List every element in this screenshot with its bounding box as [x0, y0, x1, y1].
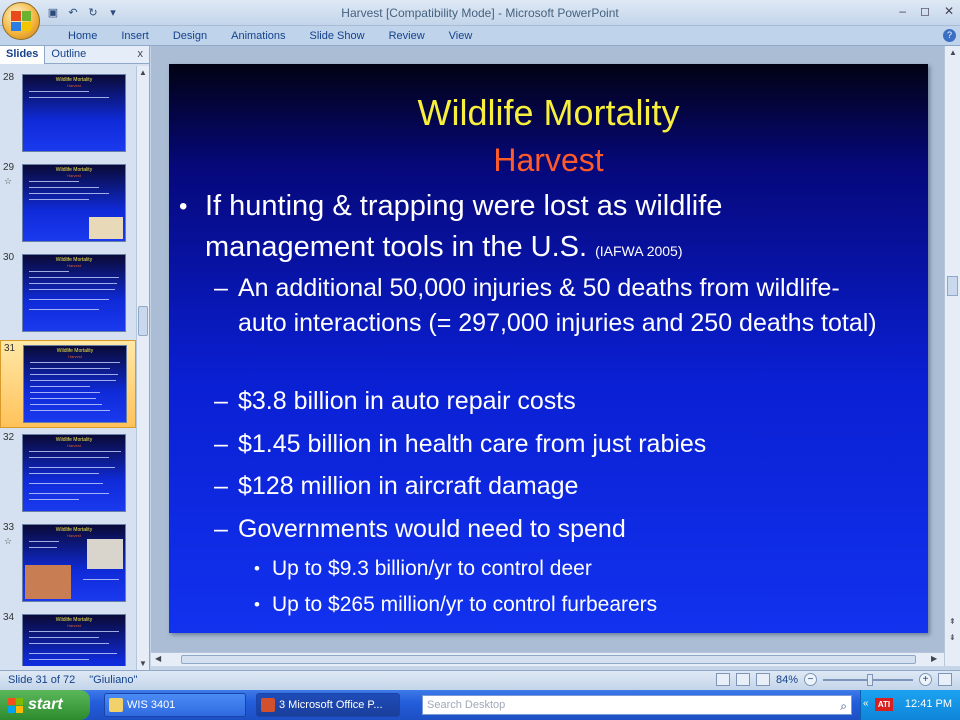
thumbnail-title: Wildlife Mortality	[55, 77, 93, 83]
slide-title[interactable]: Wildlife Mortality	[417, 92, 680, 133]
system-tray	[860, 690, 960, 720]
search-icon[interactable]: ⌕	[840, 699, 847, 713]
zoom-in-icon[interactable]: +	[919, 673, 932, 686]
tab-design[interactable]: Design	[172, 30, 208, 42]
bullet-icon: •	[179, 193, 188, 220]
thumbnail-title: Wildlife Mortality	[55, 167, 93, 173]
slide-thumbnail-list	[0, 66, 136, 666]
slide-counter: Slide 31 of 72	[8, 674, 76, 686]
dash-icon: –	[214, 387, 228, 415]
slide-show-view-button[interactable]	[756, 673, 770, 686]
undo-icon[interactable]: ↶	[68, 6, 78, 19]
window-controls	[899, 4, 954, 18]
dash-icon: –	[214, 430, 228, 458]
thumbnail-image	[22, 614, 126, 666]
taskbar-item-powerpoint[interactable]	[256, 693, 400, 717]
sub-bullet-text: $1.45 billion in health care from just rabies	[238, 430, 707, 458]
editor-scroll-thumb[interactable]	[947, 276, 958, 296]
normal-view-button[interactable]	[716, 673, 730, 686]
thumbnail-number: 33	[3, 522, 15, 533]
tray-expand-icon[interactable]: «	[863, 698, 869, 709]
sub-bullet[interactable]	[214, 469, 888, 504]
thumbnail-subtitle: Harvest	[67, 263, 81, 268]
taskbar-item-folder[interactable]	[104, 693, 246, 717]
powerpoint-icon	[261, 698, 275, 712]
panel-scroll-thumb[interactable]	[138, 306, 148, 336]
scroll-down-icon[interactable]: ▼	[139, 659, 147, 668]
minimize-button[interactable]: –	[899, 4, 906, 18]
zoom-slider[interactable]	[823, 679, 913, 681]
sub-bullet[interactable]	[214, 512, 888, 547]
taskbar-item-label: 3 Microsoft Office P...	[279, 699, 383, 711]
thumbnail-image	[22, 164, 126, 242]
fit-to-window-icon[interactable]	[938, 673, 952, 686]
thumbnail-subtitle: Harvest	[67, 173, 81, 178]
sub-bullet[interactable]	[214, 384, 888, 419]
thumbnail-image	[22, 434, 126, 512]
start-label: start	[28, 696, 63, 713]
scroll-up-icon[interactable]: ▲	[139, 68, 147, 77]
thumbnail-subtitle: Harvest	[67, 623, 81, 628]
thumbnail-title: Wildlife Mortality	[55, 617, 93, 623]
thumbnail-image	[22, 254, 126, 332]
taskbar	[0, 690, 960, 720]
thumbnail-subtitle: Harvest	[67, 533, 81, 538]
tab-insert[interactable]: Insert	[121, 30, 149, 42]
close-panel-icon[interactable]: x	[137, 48, 143, 60]
search-placeholder: Search Desktop	[427, 699, 506, 711]
help-icon[interactable]: ?	[943, 29, 956, 42]
slide-thumbnail-33[interactable]	[0, 520, 136, 608]
thumbnail-title: Wildlife Mortality	[56, 348, 94, 354]
theme-name: "Giuliano"	[89, 674, 138, 686]
customize-qat-icon[interactable]: ▾	[110, 6, 116, 19]
redo-icon[interactable]: ↻	[88, 6, 98, 19]
slide-sorter-view-button[interactable]	[736, 673, 750, 686]
sub-bullet-text: $3.8 billion in auto repair costs	[238, 387, 576, 415]
bullet-icon: •	[254, 595, 260, 614]
office-button[interactable]	[2, 2, 40, 40]
tab-outline[interactable]: Outline	[51, 47, 87, 60]
sub-sub-bullet-text: Up to $9.3 billion/yr to control deer	[272, 557, 592, 580]
thumbnail-number: 28	[3, 72, 15, 83]
tab-animations[interactable]: Animations	[231, 30, 286, 42]
sub-bullet-text: An additional 50,000 injuries & 50 deaths from wildlife-auto interactions (= 297,000 injuries and 250 deaths total)	[238, 274, 877, 337]
thumbnail-image	[22, 524, 126, 602]
bullet-main-text: If hunting & trapping were lost as wildlife management tools in the U.S.	[205, 190, 723, 263]
tab-home[interactable]: Home	[68, 30, 98, 42]
ribbon-tab-bar	[0, 26, 960, 46]
clock[interactable]: 12:41 PM	[904, 698, 952, 710]
slide-thumbnail-32[interactable]	[0, 430, 136, 518]
slide-thumbnail-31[interactable]	[0, 340, 136, 428]
bullet-icon: •	[254, 559, 260, 578]
restore-button[interactable]: ◻	[919, 4, 930, 18]
thumbnail-number: 31	[4, 343, 16, 354]
slide-subtitle[interactable]: Harvest	[493, 142, 604, 178]
windows-logo-icon	[8, 698, 23, 713]
thumbnail-title: Wildlife Mortality	[55, 257, 93, 263]
panel-scrollbar[interactable]	[136, 66, 149, 670]
dash-icon: –	[214, 472, 228, 500]
zoom-out-icon[interactable]: −	[804, 673, 817, 686]
thumbnail-subtitle: Harvest	[67, 83, 81, 88]
tab-slide-show[interactable]: Slide Show	[309, 30, 365, 42]
sub-sub-bullet[interactable]	[254, 555, 892, 583]
thumbnail-number: 30	[3, 252, 15, 263]
start-button[interactable]	[0, 690, 90, 720]
editor-vertical-scrollbar[interactable]	[944, 46, 960, 666]
desktop-search-input[interactable]	[422, 695, 852, 715]
status-bar	[0, 670, 960, 690]
bullet-citation: (IAFWA 2005)	[595, 243, 683, 259]
slide-editing-area	[151, 46, 944, 652]
title-bar	[0, 0, 960, 26]
dash-icon: –	[214, 274, 228, 302]
thumbnail-number: 29	[3, 162, 15, 173]
thumbnail-image	[22, 74, 126, 152]
slide-thumbnail-34[interactable]	[0, 610, 136, 666]
thumbnail-image	[23, 345, 127, 423]
sub-bullet-text: $128 million in aircraft damage	[238, 472, 579, 500]
thumbnail-number: 32	[3, 432, 15, 443]
office-logo-icon	[11, 11, 31, 31]
sub-sub-bullet-text: Up to $265 million/yr to control furbearers	[272, 593, 658, 616]
sub-sub-bullet[interactable]	[254, 591, 892, 619]
sub-bullet[interactable]	[214, 427, 888, 462]
sub-bullet[interactable]	[214, 271, 888, 341]
save-icon[interactable]: ▣	[47, 6, 59, 19]
animation-star-icon: ☆	[4, 176, 13, 186]
next-slide-icon[interactable]: ⇟	[949, 633, 956, 642]
close-button[interactable]: ✕	[943, 4, 954, 18]
tab-review[interactable]: Review	[388, 30, 425, 42]
tab-view[interactable]: View	[448, 30, 473, 42]
thumbnail-title: Wildlife Mortality	[55, 437, 93, 443]
scroll-left-icon[interactable]: ◀	[155, 654, 162, 663]
zoom-level[interactable]: 84%	[775, 673, 798, 686]
animation-star-icon: ☆	[4, 536, 13, 546]
scroll-up-icon[interactable]: ▲	[949, 48, 957, 57]
ati-icon[interactable]: ATI	[875, 698, 893, 711]
dash-icon: –	[214, 515, 228, 543]
folder-icon	[109, 698, 123, 712]
thumbnail-subtitle: Harvest	[68, 354, 82, 359]
slide-canvas[interactable]	[169, 64, 928, 633]
slide-thumbnail-28[interactable]	[0, 70, 136, 158]
window-title: Harvest [Compatibility Mode] - Microsoft PowerPoint	[341, 6, 619, 20]
previous-slide-icon[interactable]: ⇞	[949, 617, 956, 626]
taskbar-item-label: WIS 3401	[127, 699, 176, 711]
zoom-slider-knob[interactable]	[867, 674, 873, 686]
slides-panel	[0, 46, 150, 670]
tab-slides[interactable]: Slides	[0, 46, 45, 64]
thumbnail-title: Wildlife Mortality	[55, 527, 93, 533]
thumbnail-number: 34	[3, 612, 15, 623]
thumbnail-subtitle: Harvest	[67, 443, 81, 448]
sub-bullet-text: Governments would need to spend	[238, 515, 626, 543]
editor-horizontal-scrollbar[interactable]	[151, 652, 944, 666]
bullet-main[interactable]	[179, 186, 895, 272]
slide-thumbnail-30[interactable]	[0, 250, 136, 338]
slide-thumbnail-29[interactable]	[0, 160, 136, 248]
scroll-right-icon[interactable]: ▶	[931, 654, 938, 663]
editor-hscroll-thumb[interactable]	[181, 655, 916, 664]
